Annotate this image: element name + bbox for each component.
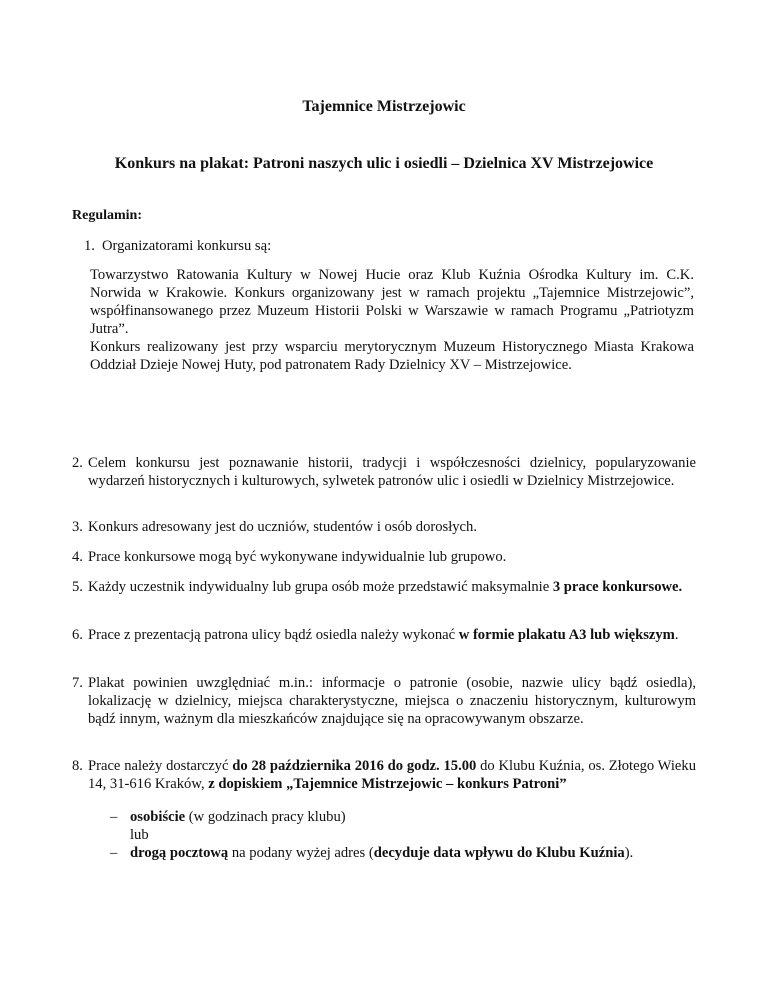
option-emphasis: decyduje data wpływu do Klubu Kuźnia [373, 845, 625, 861]
rule-number: 4. [72, 549, 83, 565]
rule-text [88, 757, 696, 793]
rule-text: Organizatorami konkursu są: [102, 238, 272, 254]
rule-item-4 [72, 548, 696, 566]
option-text: na podany wyżej adres ( [228, 845, 374, 861]
option-text: (w godzinach pracy klubu) [185, 809, 346, 825]
rule-text [88, 626, 696, 644]
dash-bullet: – [110, 809, 118, 825]
delivery-option-personal [110, 808, 696, 826]
rule-text: Prace konkursowe mogą być wykonywane indywidualnie lub grupowo. [88, 549, 507, 565]
rule-number: 6. [72, 627, 83, 643]
rule-text: Konkurs adresowany jest do uczniów, studentów i osób dorosłych. [88, 519, 477, 535]
organizers-text: Towarzystwo Ratowania Kultury w Nowej Hucie oraz Klub Kuźnia Ośrodka Kultury im. C.K. Norwida w Krakowie. Konkurs organizowany jest w ramach projektu „Tajemnice Mistrzejowic”, współfinansowanego przez Muzeum Historii Polski w Warszawie w ramach Programu „Patriotyzm Jutra”. [90, 267, 694, 337]
or-text: lub [130, 827, 149, 843]
rule-text-emphasis: z dopiskiem „Tajemnice Mistrzejowic – konkurs Patroni” [208, 776, 567, 792]
rule-text-part: Prace z prezentacją patrona ulicy bądź osiedla należy wykonać [88, 627, 459, 643]
rule-text-part: Prace należy dostarczyć [88, 758, 233, 774]
rule-item-8 [72, 757, 696, 793]
document-title: Tajemnice Mistrzejowic [302, 98, 466, 115]
rule-number: 3. [72, 519, 83, 535]
delivery-option-post [110, 844, 696, 862]
rule-text-part: do Klubu Kuźnia, os. Złotego Wieku 14, 31-616 Kraków, [88, 758, 697, 792]
support-text: Konkurs realizowany jest przy wsparciu merytorycznym Muzeum Historycznego Miasta Krakowa Oddział Dzieje Nowej Huty, pod patronatem Rady Dzielnicy XV – Mistrzejowice. [90, 339, 694, 373]
rule-item-7 [72, 674, 696, 728]
rule-text-emphasis: do 28 października 2016 do godz. 15.00 [232, 758, 477, 774]
rule-text-emphasis: 3 prace konkursowe. [552, 579, 683, 595]
rule-text-part: Każdy uczestnik indywidualny lub grupa osób może przedstawić maksymalnie [88, 579, 553, 595]
rules-heading: Regulamin: [72, 208, 142, 223]
rule-item-2 [72, 454, 696, 490]
option-emphasis: osobiście [130, 809, 186, 825]
rule-text-emphasis: w formie plakatu A3 lub większym [458, 627, 675, 643]
rule-item-3 [72, 518, 696, 536]
rule-number: 2. [72, 455, 83, 471]
rule-item-5 [72, 578, 696, 596]
rule-number: 5. [72, 579, 83, 595]
rule-text-part: . [674, 627, 679, 643]
organizers-paragraph [90, 266, 694, 374]
rule-number: 1. [84, 238, 95, 254]
option-emphasis: drogą pocztową [130, 845, 229, 861]
rule-item-6 [72, 626, 696, 644]
dash-bullet: – [110, 845, 118, 861]
rule-number: 8. [72, 758, 83, 774]
option-text: ). [624, 845, 634, 861]
rule-item-1 [84, 237, 696, 255]
rule-text: Celem konkursu jest poznawanie historii, tradycji i współczesności dzielnicy, popularyzowanie wydarzeń historycznych i kulturowych, sylwetek patronów ulic i osiedli w Dzielnicy Mistrzejowice. [88, 455, 696, 489]
rule-text [88, 578, 696, 596]
rule-text: Plakat powinien uwzględniać m.in.: informacje o patronie (osobie, nazwie ulicy bądź osiedla), lokalizację w dzielnicy, miejsca charakterystyczne, miejsca o znaczeniu historycznym, kulturowym bądź innym, ważnym dla mieszkańców znajdujące się na opracowywanym obszarze. [88, 675, 696, 727]
delivery-option-or [110, 826, 696, 844]
delivery-options [110, 808, 696, 862]
document-subtitle: Konkurs na plakat: Patroni naszych ulic i osiedli – Dzielnica XV Mistrzejowice [114, 155, 654, 172]
rule-number: 7. [72, 675, 83, 691]
